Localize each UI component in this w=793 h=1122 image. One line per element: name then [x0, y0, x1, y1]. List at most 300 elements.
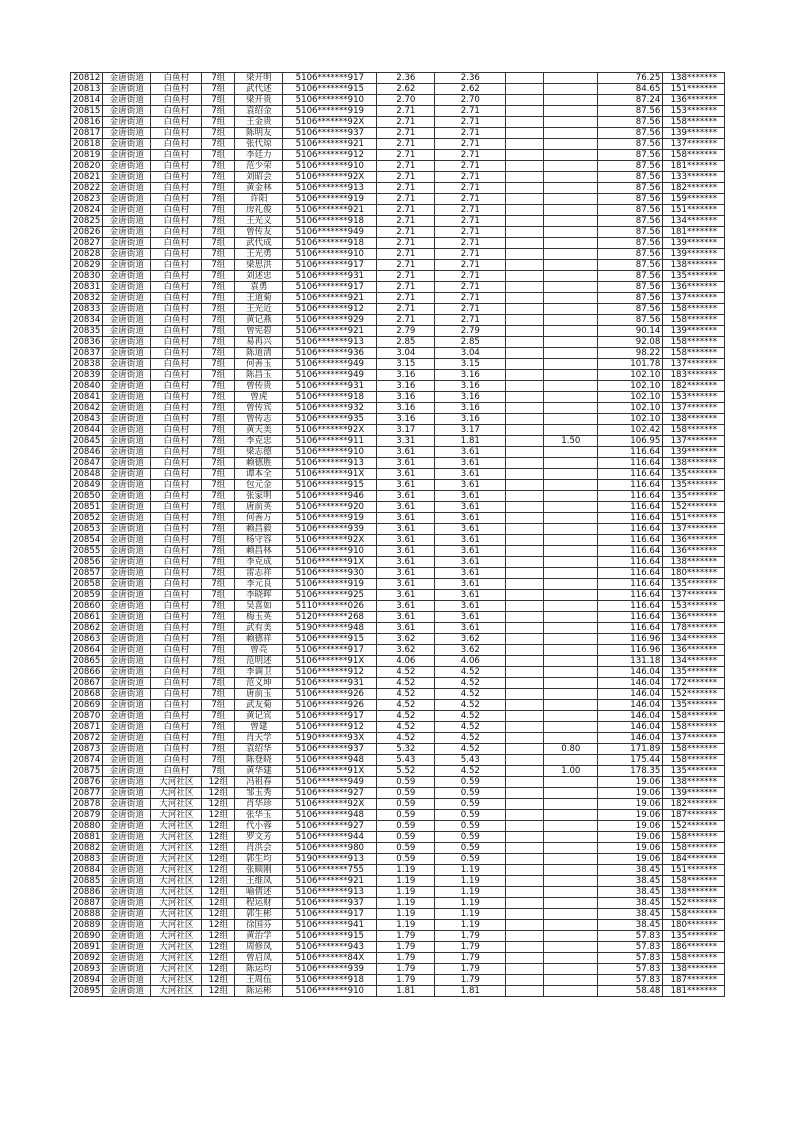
cell-group: 7组 — [202, 128, 235, 139]
cell-extra — [544, 458, 598, 469]
cell-area: 2.71 — [377, 271, 435, 282]
cell-idno: 5106*******915 — [283, 634, 377, 645]
cell-amount: 116.64 — [598, 579, 663, 590]
cell-phone: 135******* — [663, 667, 725, 678]
cell-id: 20863 — [71, 634, 103, 645]
cell-area: 2.71 — [377, 194, 435, 205]
cell-name: 赖德胜 — [235, 458, 283, 469]
cell-street: 金唐街道 — [103, 447, 151, 458]
cell-village: 大河社区 — [151, 876, 202, 887]
cell-group: 12组 — [202, 887, 235, 898]
cell-group: 7组 — [202, 172, 235, 183]
table-row — [71, 953, 725, 964]
table-row — [71, 689, 725, 700]
cell-blank — [506, 733, 544, 744]
cell-phone: 134******* — [663, 634, 725, 645]
cell-phone: 136******* — [663, 535, 725, 546]
cell-group: 12组 — [202, 953, 235, 964]
cell-idno: 5106*******912 — [283, 150, 377, 161]
cell-area2: 4.52 — [435, 711, 506, 722]
cell-area2: 2.71 — [435, 315, 506, 326]
cell-idno: 5106*******948 — [283, 810, 377, 821]
cell-extra — [544, 656, 598, 667]
cell-group: 7组 — [202, 436, 235, 447]
table-row — [71, 557, 725, 568]
cell-village: 白鱼村 — [151, 95, 202, 106]
cell-area2: 0.59 — [435, 777, 506, 788]
cell-idno: 5110*******026 — [283, 601, 377, 612]
cell-amount: 87.56 — [598, 271, 663, 282]
cell-phone: 138******* — [663, 73, 725, 84]
cell-group: 12组 — [202, 898, 235, 909]
cell-name: 黄记宾 — [235, 711, 283, 722]
cell-village: 大河社区 — [151, 898, 202, 909]
cell-area: 2.79 — [377, 326, 435, 337]
cell-group: 7组 — [202, 612, 235, 623]
cell-group: 7组 — [202, 304, 235, 315]
cell-group: 7组 — [202, 282, 235, 293]
cell-extra — [544, 348, 598, 359]
cell-village: 白鱼村 — [151, 458, 202, 469]
cell-extra — [544, 84, 598, 95]
cell-amount: 116.64 — [598, 513, 663, 524]
cell-id: 20825 — [71, 216, 103, 227]
cell-id: 20868 — [71, 689, 103, 700]
table-body — [71, 73, 725, 997]
cell-village: 白鱼村 — [151, 73, 202, 84]
cell-group: 7组 — [202, 689, 235, 700]
cell-area2: 1.19 — [435, 865, 506, 876]
cell-name: 王光义 — [235, 216, 283, 227]
cell-area2: 4.52 — [435, 667, 506, 678]
cell-phone: 151******* — [663, 865, 725, 876]
cell-area: 1.79 — [377, 975, 435, 986]
table-row — [71, 821, 725, 832]
table-row — [71, 282, 725, 293]
cell-id: 20818 — [71, 139, 103, 150]
cell-group: 7组 — [202, 392, 235, 403]
table-row — [71, 315, 725, 326]
cell-area2: 0.59 — [435, 854, 506, 865]
cell-street: 金唐街道 — [103, 744, 151, 755]
cell-idno: 5106*******921 — [283, 326, 377, 337]
cell-area: 4.52 — [377, 722, 435, 733]
cell-amount: 58.48 — [598, 986, 663, 997]
cell-extra — [544, 953, 598, 964]
cell-name: 周修凤 — [235, 942, 283, 953]
cell-phone: 180******* — [663, 920, 725, 931]
cell-village: 白鱼村 — [151, 282, 202, 293]
cell-name: 邹玉秀 — [235, 788, 283, 799]
cell-area: 2.71 — [377, 205, 435, 216]
cell-group: 7组 — [202, 150, 235, 161]
cell-village: 白鱼村 — [151, 766, 202, 777]
cell-id: 20878 — [71, 799, 103, 810]
cell-idno: 5106*******917 — [283, 260, 377, 271]
cell-phone: 138******* — [663, 777, 725, 788]
cell-phone: 159******* — [663, 194, 725, 205]
cell-blank — [506, 986, 544, 997]
cell-group: 7组 — [202, 733, 235, 744]
cell-amount: 87.56 — [598, 139, 663, 150]
cell-street: 金唐街道 — [103, 667, 151, 678]
cell-blank — [506, 810, 544, 821]
cell-blank — [506, 106, 544, 117]
cell-street: 金唐街道 — [103, 601, 151, 612]
cell-amount: 19.06 — [598, 799, 663, 810]
cell-area: 3.31 — [377, 436, 435, 447]
cell-street: 金唐街道 — [103, 799, 151, 810]
cell-id: 20886 — [71, 887, 103, 898]
cell-area2: 3.61 — [435, 590, 506, 601]
cell-village: 白鱼村 — [151, 733, 202, 744]
cell-blank — [506, 546, 544, 557]
cell-extra — [544, 645, 598, 656]
cell-name: 张顺刚 — [235, 865, 283, 876]
cell-area: 3.61 — [377, 557, 435, 568]
cell-area: 3.61 — [377, 447, 435, 458]
cell-phone: 182******* — [663, 381, 725, 392]
cell-group: 7组 — [202, 590, 235, 601]
cell-village: 白鱼村 — [151, 711, 202, 722]
cell-group: 12组 — [202, 777, 235, 788]
cell-idno: 5106*******939 — [283, 964, 377, 975]
cell-phone: 181******* — [663, 227, 725, 238]
cell-street: 金唐街道 — [103, 689, 151, 700]
cell-name: 曾传贵 — [235, 381, 283, 392]
cell-idno: 5106*******921 — [283, 205, 377, 216]
cell-phone: 137******* — [663, 436, 725, 447]
cell-name: 王光勇 — [235, 249, 283, 260]
cell-street: 金唐街道 — [103, 337, 151, 348]
cell-amount: 146.04 — [598, 667, 663, 678]
cell-village: 白鱼村 — [151, 634, 202, 645]
cell-phone: 138******* — [663, 414, 725, 425]
cell-blank — [506, 524, 544, 535]
cell-idno: 5106*******941 — [283, 920, 377, 931]
cell-name: 王金贵 — [235, 117, 283, 128]
cell-street: 金唐街道 — [103, 216, 151, 227]
cell-amount: 87.56 — [598, 216, 663, 227]
cell-group: 7组 — [202, 568, 235, 579]
cell-village: 白鱼村 — [151, 249, 202, 260]
cell-id: 20822 — [71, 183, 103, 194]
cell-name: 范义坤 — [235, 678, 283, 689]
cell-amount: 38.45 — [598, 909, 663, 920]
cell-blank — [506, 315, 544, 326]
cell-area: 1.19 — [377, 865, 435, 876]
table-row — [71, 733, 725, 744]
cell-group: 7组 — [202, 84, 235, 95]
cell-phone: 158******* — [663, 909, 725, 920]
cell-phone: 133******* — [663, 172, 725, 183]
cell-group: 7组 — [202, 667, 235, 678]
table-row — [71, 865, 725, 876]
cell-area: 3.61 — [377, 535, 435, 546]
cell-amount: 131.18 — [598, 656, 663, 667]
cell-name: 武代成 — [235, 238, 283, 249]
cell-village: 白鱼村 — [151, 370, 202, 381]
cell-idno: 5190*******93X — [283, 733, 377, 744]
cell-phone: 138******* — [663, 260, 725, 271]
cell-extra — [544, 271, 598, 282]
cell-idno: 5106*******917 — [283, 711, 377, 722]
cell-idno: 5106*******918 — [283, 392, 377, 403]
cell-street: 金唐街道 — [103, 117, 151, 128]
cell-amount: 87.56 — [598, 106, 663, 117]
cell-village: 白鱼村 — [151, 315, 202, 326]
cell-idno: 5106*******926 — [283, 689, 377, 700]
table-row — [71, 139, 725, 150]
cell-extra — [544, 942, 598, 953]
cell-area: 2.71 — [377, 260, 435, 271]
table-row — [71, 337, 725, 348]
cell-blank — [506, 634, 544, 645]
cell-village: 白鱼村 — [151, 172, 202, 183]
cell-name: 黄记燕 — [235, 315, 283, 326]
table-row — [71, 887, 725, 898]
cell-id: 20843 — [71, 414, 103, 425]
cell-amount: 102.10 — [598, 381, 663, 392]
table-row — [71, 964, 725, 975]
cell-extra — [544, 601, 598, 612]
table-row — [71, 667, 725, 678]
cell-id: 20842 — [71, 403, 103, 414]
cell-blank — [506, 931, 544, 942]
cell-group: 12组 — [202, 854, 235, 865]
cell-area2: 3.61 — [435, 480, 506, 491]
cell-group: 7组 — [202, 491, 235, 502]
cell-phone: 186******* — [663, 942, 725, 953]
cell-amount: 87.56 — [598, 117, 663, 128]
cell-blank — [506, 348, 544, 359]
cell-amount: 87.56 — [598, 227, 663, 238]
cell-extra — [544, 370, 598, 381]
cell-name: 肖洪会 — [235, 843, 283, 854]
cell-area: 0.59 — [377, 799, 435, 810]
cell-village: 白鱼村 — [151, 502, 202, 513]
cell-street: 金唐街道 — [103, 183, 151, 194]
cell-area: 2.71 — [377, 238, 435, 249]
cell-group: 12组 — [202, 788, 235, 799]
cell-village: 白鱼村 — [151, 601, 202, 612]
cell-phone: 158******* — [663, 337, 725, 348]
table-row — [71, 832, 725, 843]
cell-village: 大河社区 — [151, 810, 202, 821]
cell-street: 金唐街道 — [103, 678, 151, 689]
cell-amount: 102.10 — [598, 392, 663, 403]
table-row — [71, 909, 725, 920]
cell-area2: 1.81 — [435, 436, 506, 447]
cell-extra — [544, 194, 598, 205]
cell-blank — [506, 502, 544, 513]
cell-area: 3.61 — [377, 623, 435, 634]
cell-id: 20846 — [71, 447, 103, 458]
cell-idno: 5106*******917 — [283, 909, 377, 920]
cell-blank — [506, 711, 544, 722]
cell-idno: 5106*******919 — [283, 579, 377, 590]
cell-phone: 153******* — [663, 601, 725, 612]
cell-extra — [544, 414, 598, 425]
cell-phone: 158******* — [663, 876, 725, 887]
cell-area2: 2.70 — [435, 95, 506, 106]
cell-area: 5.52 — [377, 766, 435, 777]
cell-amount: 146.04 — [598, 711, 663, 722]
cell-street: 金唐街道 — [103, 414, 151, 425]
cell-extra — [544, 315, 598, 326]
cell-blank — [506, 84, 544, 95]
cell-id: 20833 — [71, 304, 103, 315]
cell-blank — [506, 183, 544, 194]
cell-extra — [544, 777, 598, 788]
cell-area2: 3.62 — [435, 645, 506, 656]
cell-area: 0.59 — [377, 777, 435, 788]
cell-name: 武有美 — [235, 623, 283, 634]
table-row — [71, 942, 725, 953]
cell-id: 20824 — [71, 205, 103, 216]
cell-idno: 5106*******913 — [283, 887, 377, 898]
cell-blank — [506, 535, 544, 546]
cell-phone: 139******* — [663, 238, 725, 249]
cell-street: 金唐街道 — [103, 568, 151, 579]
cell-amount: 116.64 — [598, 447, 663, 458]
cell-name: 冯祖春 — [235, 777, 283, 788]
cell-amount: 84.65 — [598, 84, 663, 95]
cell-phone: 158******* — [663, 117, 725, 128]
cell-extra — [544, 678, 598, 689]
cell-extra — [544, 183, 598, 194]
cell-extra — [544, 579, 598, 590]
cell-blank — [506, 656, 544, 667]
cell-name: 代小蓉 — [235, 821, 283, 832]
cell-extra — [544, 755, 598, 766]
cell-group: 7组 — [202, 326, 235, 337]
cell-extra — [544, 821, 598, 832]
cell-idno: 5106*******913 — [283, 458, 377, 469]
table-row — [71, 469, 725, 480]
cell-village: 白鱼村 — [151, 689, 202, 700]
cell-street: 金唐街道 — [103, 84, 151, 95]
cell-extra — [544, 689, 598, 700]
cell-group: 7组 — [202, 458, 235, 469]
cell-phone: 139******* — [663, 249, 725, 260]
cell-id: 20883 — [71, 854, 103, 865]
cell-village: 白鱼村 — [151, 128, 202, 139]
table-row — [71, 612, 725, 623]
cell-phone: 158******* — [663, 843, 725, 854]
cell-phone: 135******* — [663, 766, 725, 777]
cell-name: 李元良 — [235, 579, 283, 590]
table-row — [71, 348, 725, 359]
cell-area: 1.79 — [377, 942, 435, 953]
table-row — [71, 656, 725, 667]
cell-village: 白鱼村 — [151, 700, 202, 711]
cell-area: 2.71 — [377, 161, 435, 172]
cell-amount: 146.04 — [598, 722, 663, 733]
cell-phone: 136******* — [663, 282, 725, 293]
cell-idno: 5106*******912 — [283, 722, 377, 733]
table-row — [71, 326, 725, 337]
cell-area2: 2.71 — [435, 304, 506, 315]
cell-extra — [544, 909, 598, 920]
cell-street: 金唐街道 — [103, 469, 151, 480]
cell-area: 3.15 — [377, 359, 435, 370]
cell-blank — [506, 150, 544, 161]
cell-amount: 102.10 — [598, 414, 663, 425]
cell-blank — [506, 755, 544, 766]
cell-village: 大河社区 — [151, 887, 202, 898]
table-row — [71, 403, 725, 414]
cell-idno: 5106*******915 — [283, 480, 377, 491]
cell-phone: 138******* — [663, 557, 725, 568]
cell-street: 金唐街道 — [103, 557, 151, 568]
cell-name: 李克忠 — [235, 436, 283, 447]
cell-idno: 5106*******92X — [283, 535, 377, 546]
cell-name: 曾虎 — [235, 392, 283, 403]
cell-idno: 5106*******929 — [283, 315, 377, 326]
cell-idno: 5106*******92X — [283, 425, 377, 436]
cell-idno: 5106*******918 — [283, 975, 377, 986]
cell-amount: 116.96 — [598, 634, 663, 645]
cell-blank — [506, 788, 544, 799]
cell-blank — [506, 381, 544, 392]
cell-extra — [544, 843, 598, 854]
cell-area: 3.62 — [377, 634, 435, 645]
cell-area2: 3.61 — [435, 568, 506, 579]
cell-blank — [506, 700, 544, 711]
cell-blank — [506, 95, 544, 106]
cell-group: 7组 — [202, 359, 235, 370]
cell-id: 20870 — [71, 711, 103, 722]
cell-name: 陈昌玉 — [235, 370, 283, 381]
cell-name: 武代述 — [235, 84, 283, 95]
cell-phone: 158******* — [663, 755, 725, 766]
cell-street: 金唐街道 — [103, 436, 151, 447]
table-row — [71, 623, 725, 634]
cell-area: 1.81 — [377, 986, 435, 997]
cell-blank — [506, 128, 544, 139]
cell-extra — [544, 865, 598, 876]
cell-name: 张华玉 — [235, 810, 283, 821]
cell-area: 2.85 — [377, 337, 435, 348]
cell-extra: 1.50 — [544, 436, 598, 447]
table-row — [71, 678, 725, 689]
cell-extra — [544, 634, 598, 645]
cell-area2: 3.61 — [435, 513, 506, 524]
cell-village: 大河社区 — [151, 843, 202, 854]
cell-id: 20876 — [71, 777, 103, 788]
cell-idno: 5106*******920 — [283, 502, 377, 513]
cell-phone: 178******* — [663, 623, 725, 634]
cell-id: 20845 — [71, 436, 103, 447]
cell-id: 20844 — [71, 425, 103, 436]
cell-area: 3.17 — [377, 425, 435, 436]
table-row — [71, 876, 725, 887]
cell-village: 白鱼村 — [151, 513, 202, 524]
cell-group: 7组 — [202, 227, 235, 238]
cell-blank — [506, 392, 544, 403]
cell-blank — [506, 832, 544, 843]
cell-extra — [544, 403, 598, 414]
cell-idno: 5106*******980 — [283, 843, 377, 854]
cell-phone: 158******* — [663, 425, 725, 436]
cell-id: 20823 — [71, 194, 103, 205]
cell-area: 3.61 — [377, 568, 435, 579]
cell-amount: 19.06 — [598, 854, 663, 865]
cell-blank — [506, 216, 544, 227]
cell-blank — [506, 612, 544, 623]
cell-amount: 101.78 — [598, 359, 663, 370]
